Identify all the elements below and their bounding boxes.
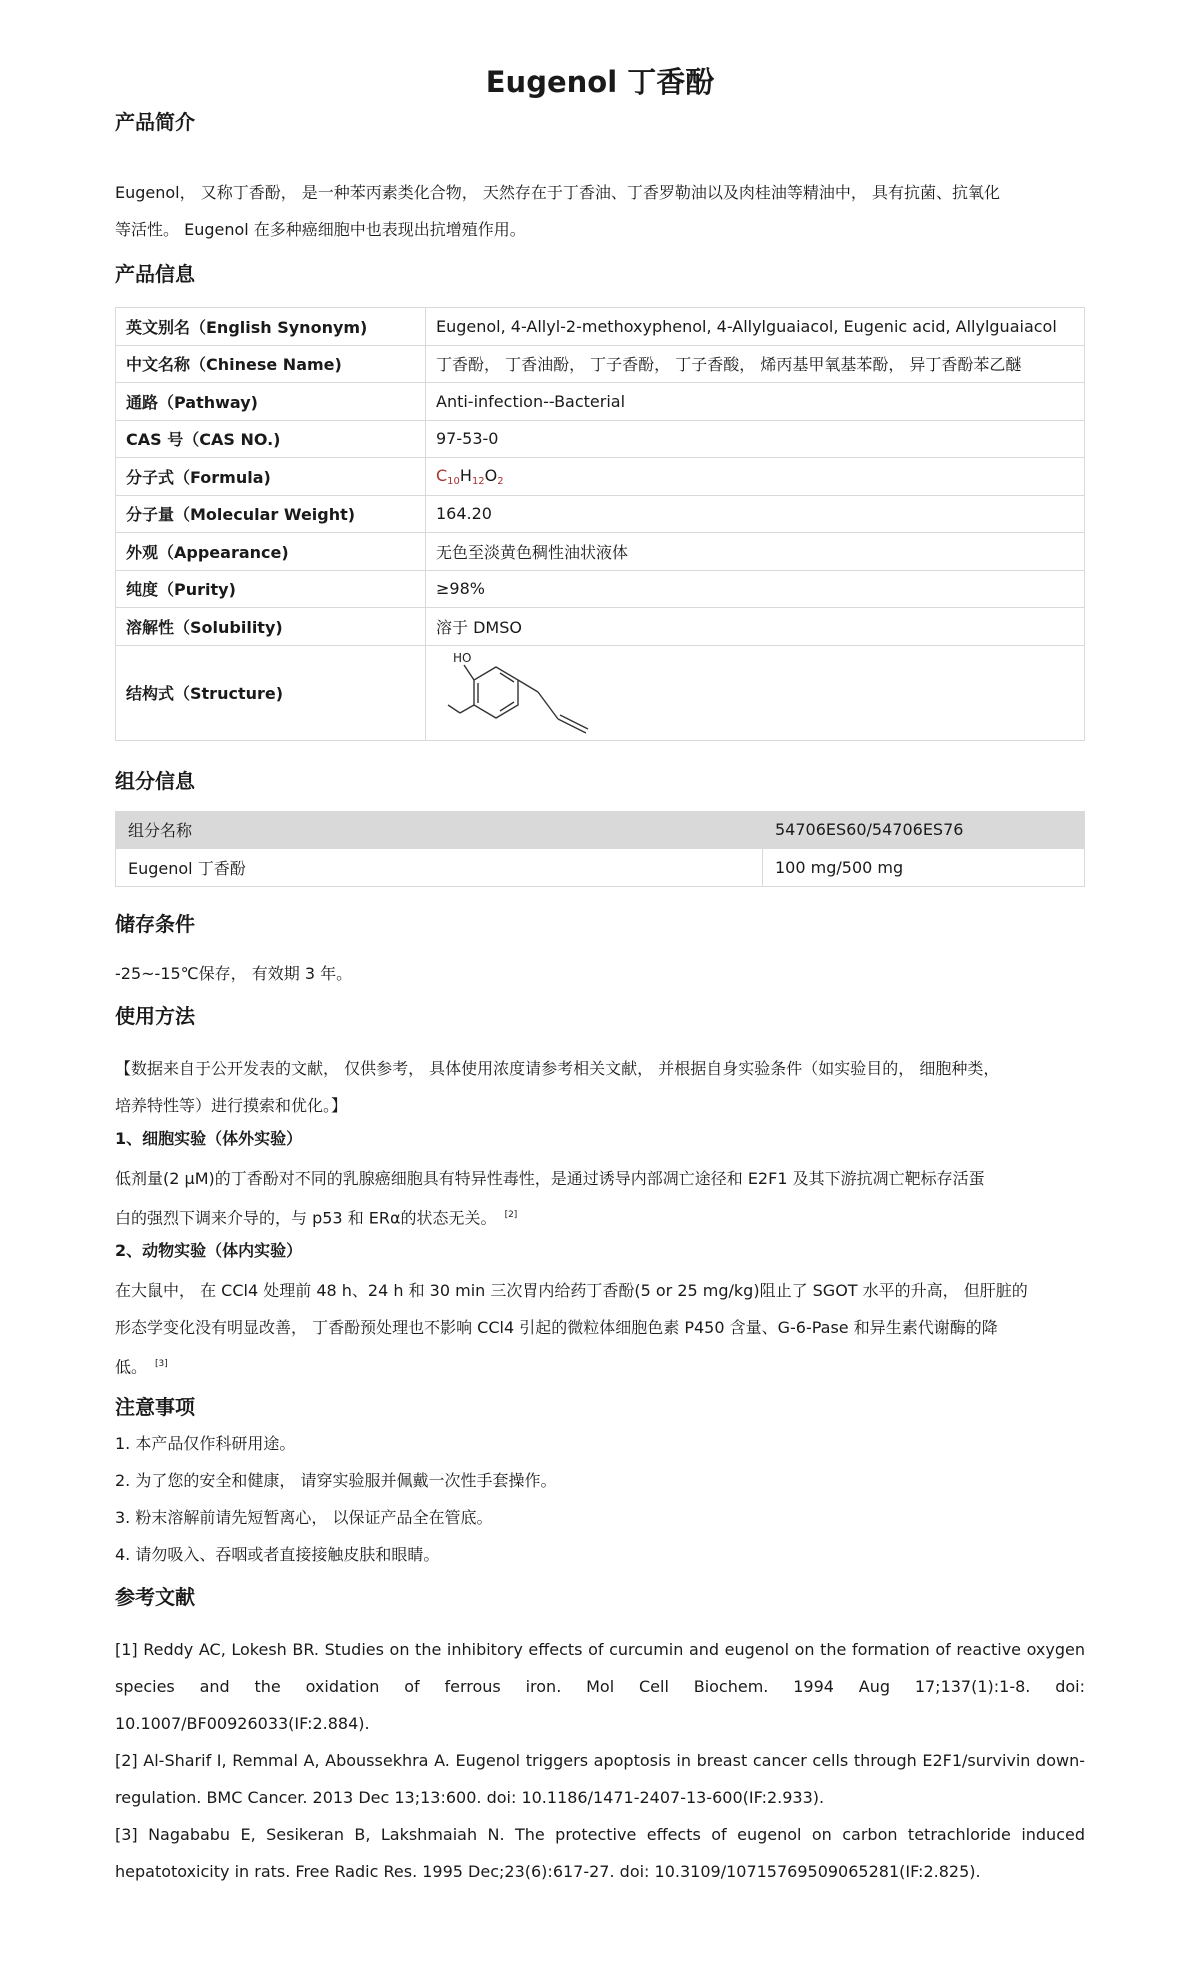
components-heading: 组分信息 — [115, 768, 195, 793]
table-row — [116, 533, 1085, 571]
info-key: 分子量（Molecular Weight) — [116, 495, 426, 533]
intro-text-line2: 等活性。 Eugenol 在多种癌细胞中也表现出抗增殖作用。 — [115, 220, 526, 239]
notes-heading: 注意事项 — [115, 1395, 195, 1420]
info-key: 英文别名（English Synonym) — [116, 308, 426, 346]
info-key: 结构式（Structure) — [116, 645, 426, 740]
chemical-structure-image — [436, 647, 636, 735]
info-value: 97-53-0 — [426, 420, 1085, 458]
formula-h-count: 12 — [471, 475, 485, 487]
table-header-row — [116, 811, 1085, 849]
usage-heading: 使用方法 — [115, 1003, 195, 1028]
animal-experiment-heading: 2、动物实验（体内实验） — [115, 1240, 303, 1260]
table-row — [116, 345, 1085, 383]
reference-item: [1] Reddy AC, Lokesh BR. Studies on the inhibitory effects of curcumin and eugenol on the formation of reactive oxygen species and the oxidation of ferrous iron. Mol Cell Biochem. 1994 Aug 17;137(1):1-8. doi: 10.1007/BF00926033(IF:2.884). — [115, 1640, 1085, 1734]
reference-item: [3] Nagababu E, Sesikeran B, Lakshmaiah N. The protective effects of eugenol on carbon tetrachloride induced hepatotoxicity in rats. Free Radic Res. 1995 Dec;23(6):617-27. doi: 10.3109/10715769509065281(IF:2.825). — [115, 1825, 1085, 1882]
info-key: CAS 号（CAS NO.) — [116, 420, 426, 458]
usage-note-line1: 【数据来自于公开发表的文献， 仅供参考， 具体使用浓度请参考相关文献， 并根据自身实验条件（如实验目的， 细胞种类， — [115, 1058, 1000, 1078]
list-item: 2. 为了您的安全和健康， 请穿实验服并佩戴一次性手套操作。 — [115, 1471, 557, 1491]
intro-text-line1: Eugenol， 又称丁香酚， 是一种苯丙素类化合物， 天然存在于丁香油、丁香罗勒油以及肉桂油等精油中， 具有抗菌、抗氧化 — [115, 183, 1000, 202]
cell-experiment-line2-wrap — [115, 1197, 1085, 1236]
info-key: 中文名称（Chinese Name) — [116, 345, 426, 383]
column-header: 组分名称 — [116, 811, 763, 849]
animal-experiment-line1: 在大鼠中， 在 CCl4 处理前 48 h、24 h 和 30 min 三次胃内给药丁香酚(5 or 25 mg/kg)阻止了 SGOT 水平的升高， 但肝脏的 — [115, 1280, 1028, 1300]
info-key: 分子式（Formula) — [116, 458, 426, 496]
info-value: 无色至淡黄色稠性油状液体 — [426, 533, 1085, 571]
animal-experiment-line3-wrap — [115, 1346, 1085, 1385]
cell-experiment-line2: 白的强烈下调来介导的，与 p53 和 ERα的状态无关。 — [115, 1207, 497, 1227]
storage-heading: 储存条件 — [115, 911, 195, 936]
product-info-table — [115, 307, 1085, 741]
table-row — [116, 849, 1085, 887]
formula-o: O — [484, 465, 498, 485]
info-value: ≥98% — [426, 570, 1085, 608]
formula-value — [426, 458, 1085, 496]
info-value: 164.20 — [426, 495, 1085, 533]
citation-ref: [3] — [155, 1358, 168, 1369]
formula-o-count: 2 — [497, 475, 504, 487]
info-heading: 产品信息 — [115, 262, 195, 286]
structure-cell — [426, 645, 1085, 740]
info-value: Anti-infection--Bacterial — [426, 383, 1085, 421]
structure-ho-label: HO — [453, 650, 472, 665]
table-row — [116, 383, 1085, 421]
intro-heading: 产品简介 — [115, 110, 195, 134]
reference-item: [2] Al-Sharif I, Remmal A, Aboussekhra A. Eugenol triggers apoptosis in breast cancer cells through E2F1/survivin down-regulation. BMC Cancer. 2013 Dec 13;13:600. doi: 10.1186/1471-2407-13-600(IF:2.933). — [115, 1751, 1085, 1808]
citation-ref: [2] — [504, 1209, 518, 1220]
component-amount: 100 mg/500 mg — [763, 849, 1085, 887]
references-list — [115, 1631, 1085, 1890]
table-row — [116, 570, 1085, 608]
usage-note-line2: 培养特性等）进行摸索和优化。】 — [115, 1095, 348, 1115]
list-item: 1. 本产品仅作科研用途。 — [115, 1434, 296, 1454]
references-heading: 参考文献 — [115, 1585, 195, 1610]
info-key: 通路（Pathway) — [116, 383, 426, 421]
column-header: 54706ES60/54706ES76 — [763, 811, 1085, 849]
table-row — [116, 645, 1085, 740]
info-key: 外观（Appearance) — [116, 533, 426, 571]
formula-c: C — [436, 465, 448, 485]
component-name: Eugenol 丁香酚 — [116, 849, 763, 887]
info-value: 溶于 DMSO — [426, 608, 1085, 646]
animal-experiment-line2: 形态学变化没有明显改善， 丁香酚预处理也不影响 CCl4 引起的微粒体细胞色素 P450 含量、G-6-Pase 和异生素代谢酶的降 — [115, 1317, 998, 1337]
components-table — [115, 811, 1085, 887]
table-row — [116, 495, 1085, 533]
table-row — [116, 458, 1085, 496]
animal-experiment-line3: 低。 — [115, 1357, 148, 1377]
table-row — [116, 608, 1085, 646]
notes-list — [115, 1425, 1085, 1573]
info-value: 丁香酚， 丁香油酚， 丁子香酚， 丁子香酸， 烯丙基甲氧基苯酚， 异丁香酚苯乙醚 — [426, 345, 1085, 383]
storage-text: -25~-15℃保存， 有效期 3 年。 — [115, 963, 353, 983]
list-item: 4. 请勿吸入、吞咽或者直接接触皮肤和眼睛。 — [115, 1545, 440, 1565]
cell-experiment-line1: 低剂量(2 μM)的丁香酚对不同的乳腺癌细胞具有特异性毒性，是通过诱导内部凋亡途径和 E2F1 及其下游抗凋亡靶标存活蛋 — [115, 1168, 985, 1188]
cell-experiment-heading: 1、细胞实验（体外实验） — [115, 1128, 303, 1148]
list-item: 3. 粉末溶解前请先短暂离心， 以保证产品全在管底。 — [115, 1508, 493, 1528]
page-title: Eugenol 丁香酚 — [485, 65, 715, 99]
info-key: 纯度（Purity) — [116, 570, 426, 608]
formula-h: H — [459, 465, 472, 485]
table-row — [116, 420, 1085, 458]
table-row — [116, 308, 1085, 346]
info-key: 溶解性（Solubility) — [116, 608, 426, 646]
info-value: Eugenol, 4-Allyl-2-methoxyphenol, 4-Allylguaiacol, Eugenic acid, Allylguaiacol — [426, 308, 1085, 346]
formula-c-count: 10 — [447, 475, 460, 487]
